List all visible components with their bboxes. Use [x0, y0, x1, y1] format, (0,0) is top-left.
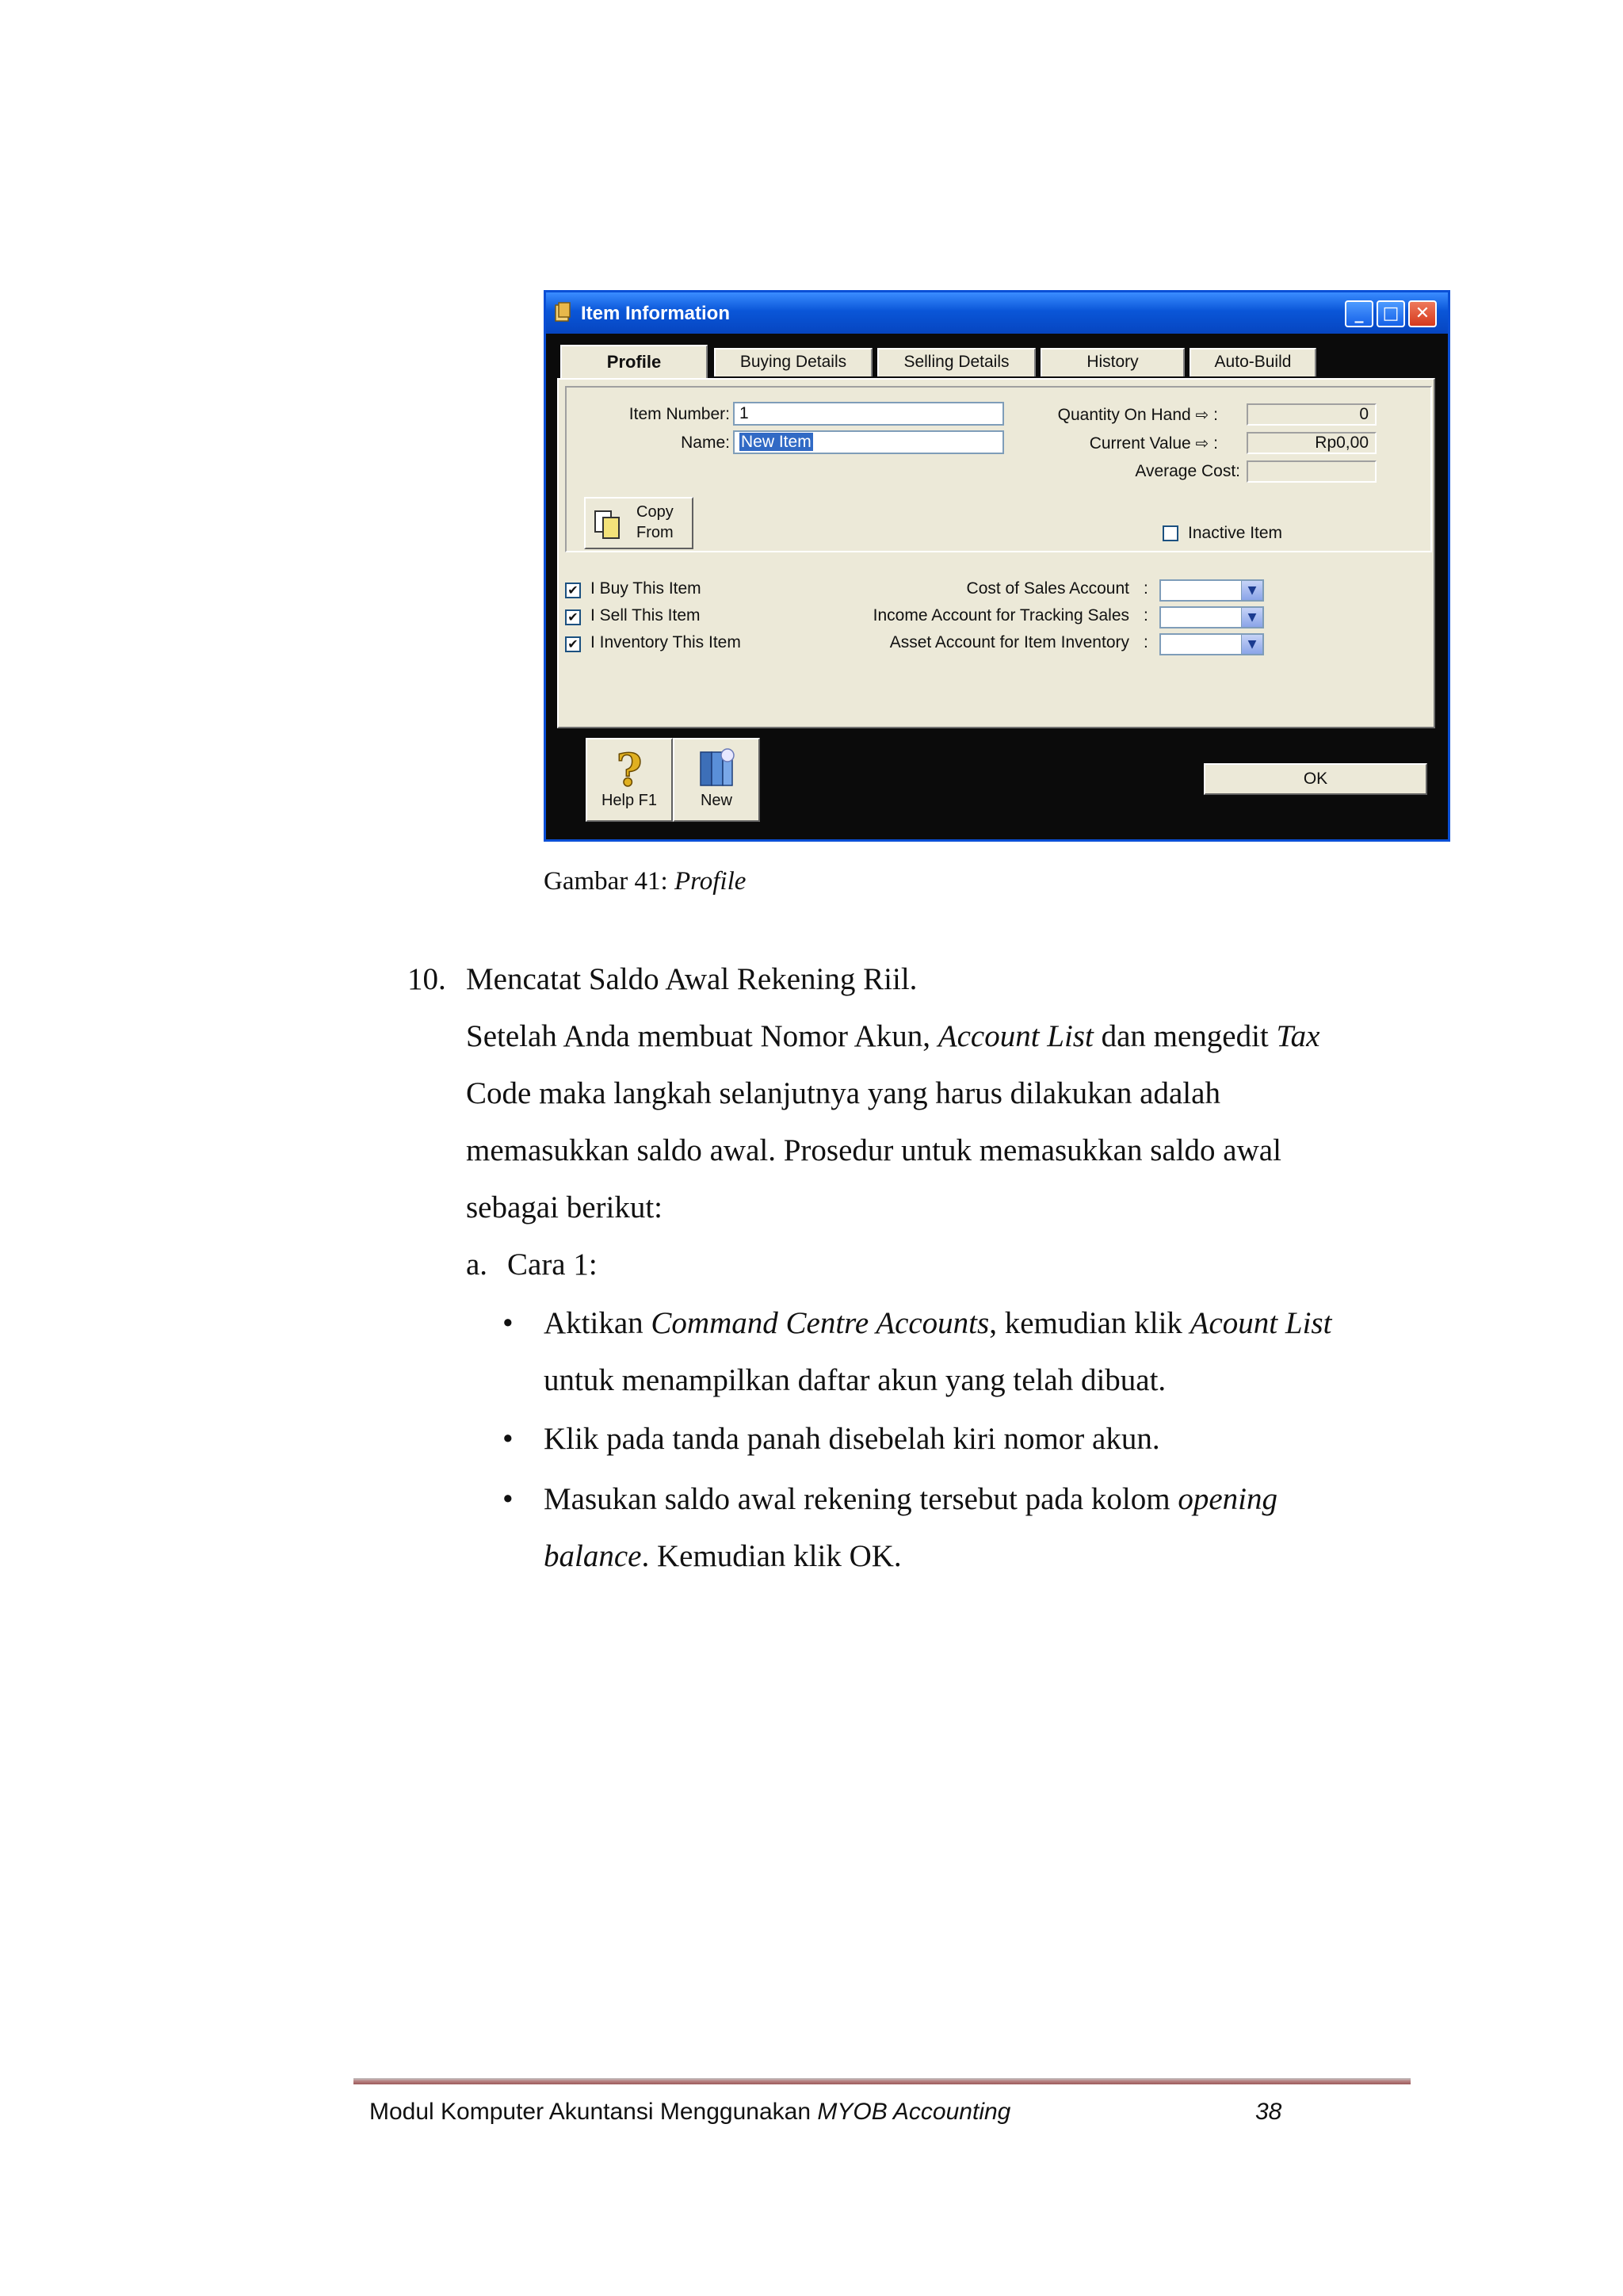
copy-from-button[interactable] [584, 497, 693, 549]
asset-account-select[interactable] [1159, 633, 1264, 655]
new-label: New [700, 792, 732, 809]
buy-item-checkbox[interactable]: ✔ [565, 583, 581, 598]
tab-selling-details-label: Selling Details [903, 353, 1010, 371]
bullet-italic: Command Centre Accounts [651, 1306, 990, 1340]
inventory-item-checkbox[interactable]: ✔ [565, 636, 581, 652]
tab-history-label: History [1086, 353, 1139, 371]
current-value-field [1247, 432, 1377, 454]
current-value-value: Rp0,00 [1315, 434, 1369, 452]
name-label: Name: [681, 434, 730, 452]
dialog-title: Item Information [581, 303, 731, 324]
maximize-icon: □ [1382, 304, 1400, 323]
tab-selling-details[interactable] [877, 348, 1036, 376]
bullet-3-line-2 [544, 1528, 902, 1585]
ok-button[interactable] [1204, 763, 1427, 795]
colon: : [1144, 633, 1148, 651]
caption-italic: Profile [674, 867, 747, 896]
tab-history[interactable] [1041, 348, 1185, 376]
bullet-2-line-1: Klik pada tanda panah disebelah kiri nomor akun. [544, 1422, 1160, 1456]
bullet-1-line-1 [544, 1295, 1331, 1352]
para-italic: Tax [1276, 1019, 1320, 1053]
cost-of-sales-select[interactable] [1159, 579, 1264, 602]
current-value-text: Current Value [1089, 434, 1191, 453]
new-button[interactable] [673, 738, 760, 822]
item-number-input[interactable] [733, 402, 1004, 426]
para-text: dan mengedit [1093, 1019, 1277, 1053]
bullet-italic: balance [544, 1539, 642, 1573]
footer-divider [353, 2078, 1411, 2084]
inactive-item-label: Inactive Item [1188, 524, 1283, 542]
figure-caption [544, 867, 746, 896]
help-button[interactable] [586, 738, 673, 822]
page-number: 38 [1255, 2099, 1282, 2125]
paragraph-line-3: memasukkan saldo awal. Prosedur untuk memasukkan saldo awal [466, 1133, 1281, 1167]
help-label: Help F1 [601, 792, 658, 809]
paragraph-line-1 [466, 1008, 1319, 1065]
quantity-on-hand-text: Quantity On Hand [1057, 406, 1191, 424]
quantity-on-hand-field [1247, 403, 1377, 426]
para-text: maka langkah selanjutnya yang harus dilakukan adalah [531, 1076, 1220, 1110]
section-number: 10. [407, 962, 446, 996]
bullet-symbol: • [502, 1422, 514, 1456]
para-italic: Account List [938, 1019, 1094, 1053]
copy-from-line2: From [636, 524, 674, 541]
sell-item-checkbox[interactable]: ✔ [565, 609, 581, 625]
colon: : [1144, 579, 1148, 598]
new-icon [696, 746, 737, 792]
footer-text: Modul Komputer Akuntansi Menggunakan [369, 2099, 818, 2125]
bullet-italic: Acount List [1190, 1306, 1332, 1340]
item-number-label: Item Number: [628, 405, 730, 423]
sub-label: Cara 1: [507, 1247, 598, 1282]
list-icon[interactable]: ▼ [1241, 581, 1262, 600]
bullet-text: , kemudian klik [989, 1306, 1190, 1340]
caption-prefix: Gambar 41: [544, 867, 674, 896]
copy-from-line1: Copy [636, 503, 674, 521]
buy-item-label: I Buy This Item [590, 579, 701, 598]
income-account-label: Income Account for Tracking Sales [873, 606, 1129, 625]
tab-auto-build-label: Auto-Build [1214, 353, 1292, 371]
inactive-item-checkbox[interactable] [1163, 525, 1178, 541]
maximize-button[interactable] [1377, 300, 1405, 327]
bullet-3-line-1 [544, 1471, 1277, 1528]
quantity-on-hand-label: Quantity On Hand ⇨ : [1057, 405, 1218, 424]
minimize-button[interactable] [1345, 300, 1373, 327]
tab-auto-build[interactable] [1190, 348, 1316, 376]
para-text: Setelah Anda membuat Nomor Akun, [466, 1019, 938, 1053]
colon: : [1144, 606, 1148, 625]
help-icon [609, 746, 650, 792]
dialog-titlebar[interactable] [546, 292, 1448, 334]
copy-from-label [636, 502, 674, 543]
cost-of-sales-label: Cost of Sales Account [966, 579, 1129, 598]
profile-group-box [565, 386, 1432, 552]
asset-account-label: Asset Account for Item Inventory [889, 633, 1129, 651]
name-input[interactable] [733, 430, 1004, 454]
item-information-dialog [544, 290, 1450, 842]
tab-profile[interactable] [560, 345, 708, 380]
app-icon [554, 302, 571, 323]
close-button[interactable] [1408, 300, 1437, 327]
para-italic: Code [466, 1076, 532, 1110]
average-cost-field [1247, 460, 1377, 483]
list-icon[interactable]: ▼ [1241, 635, 1262, 654]
bullet-symbol: • [502, 1306, 514, 1340]
copy-icon [594, 510, 621, 540]
tab-buying-details[interactable] [714, 348, 873, 376]
average-cost-label: Average Cost: [1135, 462, 1240, 480]
minimize-icon: _ [1354, 304, 1364, 323]
bullet-italic: opening [1178, 1482, 1278, 1516]
tab-profile-label: Profile [606, 352, 662, 372]
bullet-text: Masukan saldo awal rekening tersebut pada kolom [544, 1482, 1178, 1516]
sell-item-label: I Sell This Item [590, 606, 701, 625]
footer-title [369, 2099, 1010, 2126]
footer-italic: MYOB Accounting [817, 2099, 1011, 2125]
zoom-arrow-icon[interactable]: ⇨ [1195, 434, 1209, 453]
quantity-on-hand-value: 0 [1359, 405, 1369, 423]
paragraph-line-2 [466, 1065, 1220, 1122]
bullet-symbol: • [502, 1482, 514, 1516]
bullet-text: . Kemudian klik OK. [641, 1539, 902, 1573]
zoom-arrow-icon[interactable]: ⇨ [1195, 405, 1209, 424]
inventory-item-label: I Inventory This Item [590, 633, 741, 651]
section-heading: Mencatat Saldo Awal Rekening Riil. [466, 962, 918, 996]
current-value-label: Current Value ⇨ : [1089, 434, 1218, 453]
item-number-value: 1 [739, 404, 749, 422]
name-value: New Item [741, 433, 812, 451]
bullet-text: Aktikan [544, 1306, 651, 1340]
income-account-select[interactable] [1159, 606, 1264, 628]
sub-marker: a. [466, 1247, 488, 1282]
ok-label: OK [1303, 770, 1328, 788]
svg-text:?: ? [616, 746, 643, 792]
profile-panel [557, 378, 1435, 728]
tab-bar [557, 346, 1437, 381]
tab-buying-details-label: Buying Details [739, 353, 847, 371]
list-icon[interactable]: ▼ [1241, 608, 1262, 627]
close-icon: ✕ [1415, 304, 1430, 323]
paragraph-line-4: sebagai berikut: [466, 1190, 663, 1224]
bullet-1-line-2: untuk menampilkan daftar akun yang telah dibuat. [544, 1363, 1167, 1397]
